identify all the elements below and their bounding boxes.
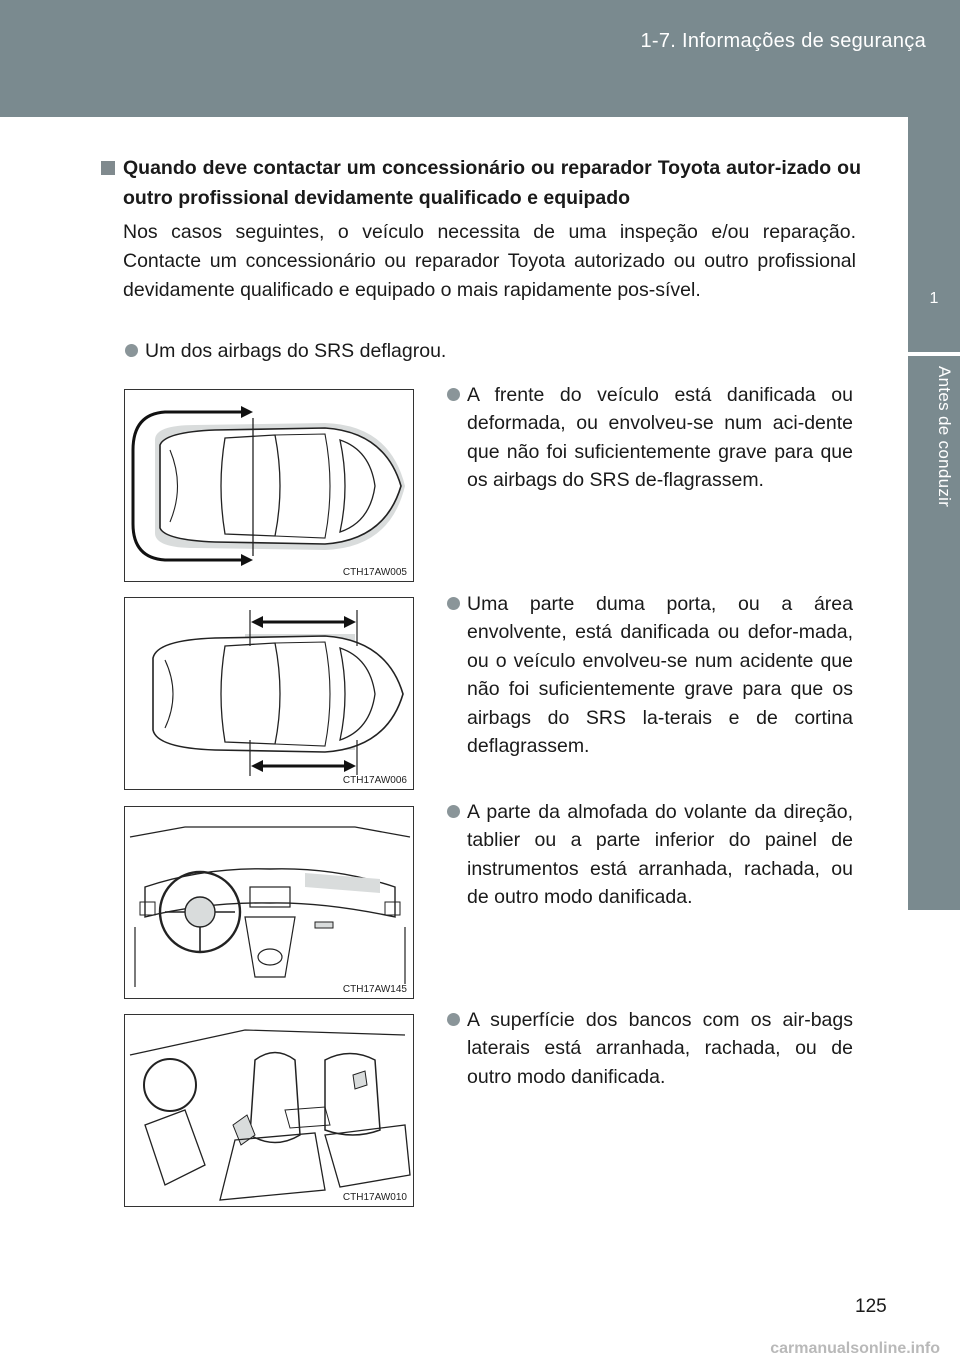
square-bullet-icon — [101, 161, 115, 175]
watermark: carmanualsonline.info — [770, 1340, 940, 1357]
chapter-title: 1-7. Informações de segurança — [640, 30, 926, 52]
list-item-text: A frente do veículo está danificada ou deformada, ou envolveu-se num aci-dente que não foi suficientemente grave para que os airbags do SRS de-flagrassem. — [467, 384, 853, 492]
figure-dashboard — [124, 806, 414, 999]
dashboard-illustration — [125, 807, 414, 999]
circle-bullet-icon — [125, 344, 138, 357]
circle-bullet-icon — [447, 1013, 460, 1026]
car-top-view-illustration — [125, 390, 414, 582]
list-item — [447, 1006, 853, 1091]
list-item-text: A superfície dos bancos com os air-bags laterais está arranhada, rachada, ou de outro modo danificada. — [467, 1009, 853, 1088]
section-heading — [101, 153, 861, 213]
circle-bullet-icon — [447, 597, 460, 610]
page-header — [0, 0, 960, 117]
side-tab-label — [908, 356, 960, 910]
section-heading-text: Quando deve contactar um concessionário ou reparador Toyota autor-izado ou outro profissional devidamente qualificado e equipado — [123, 157, 861, 209]
page-number: 125 — [855, 1296, 887, 1317]
circle-bullet-icon — [447, 805, 460, 818]
car-top-view-illustration — [125, 598, 414, 790]
side-tab-number — [908, 117, 960, 352]
list-item — [447, 590, 853, 760]
figure-code: CTH17AW005 — [342, 567, 407, 578]
list-item-text: A parte da almofada do volante da direção, tablier ou a parte inferior do painel de instrumentos está arranhada, rachada, ou de outro modo danificada. — [467, 801, 853, 909]
list-item — [125, 337, 625, 365]
chapter-label: Antes de conduzir — [935, 366, 954, 508]
figure-code: CTH17AW145 — [342, 984, 407, 995]
intro-paragraph: Nos casos seguintes, o veículo necessita de uma inspeção e/ou reparação. Contacte um concessionário ou reparador Toyota autorizado ou outro profissional devidamente qualificado e equipado o mais rapidamente pos-sível. — [123, 221, 856, 301]
figure-code: CTH17AW010 — [342, 1192, 407, 1203]
figure-seats — [124, 1014, 414, 1207]
figure-side-damage — [124, 597, 414, 790]
circle-bullet-icon — [447, 388, 460, 401]
seats-illustration — [125, 1015, 414, 1207]
chapter-number: 1 — [929, 290, 939, 307]
figure-code: CTH17AW006 — [342, 775, 407, 786]
list-item-text: Uma parte duma porta, ou a área envolvente, está danificada ou defor-mada, ou o veículo envolveu-se num acidente que não foi suficientemente grave para que os airbags do SRS la-terais e de cortina deflagrassem. — [467, 593, 853, 758]
list-item — [447, 381, 853, 495]
list-item-text: Um dos airbags do SRS deflagrou. — [145, 340, 447, 362]
list-item — [447, 798, 853, 912]
figure-front-damage — [124, 389, 414, 582]
